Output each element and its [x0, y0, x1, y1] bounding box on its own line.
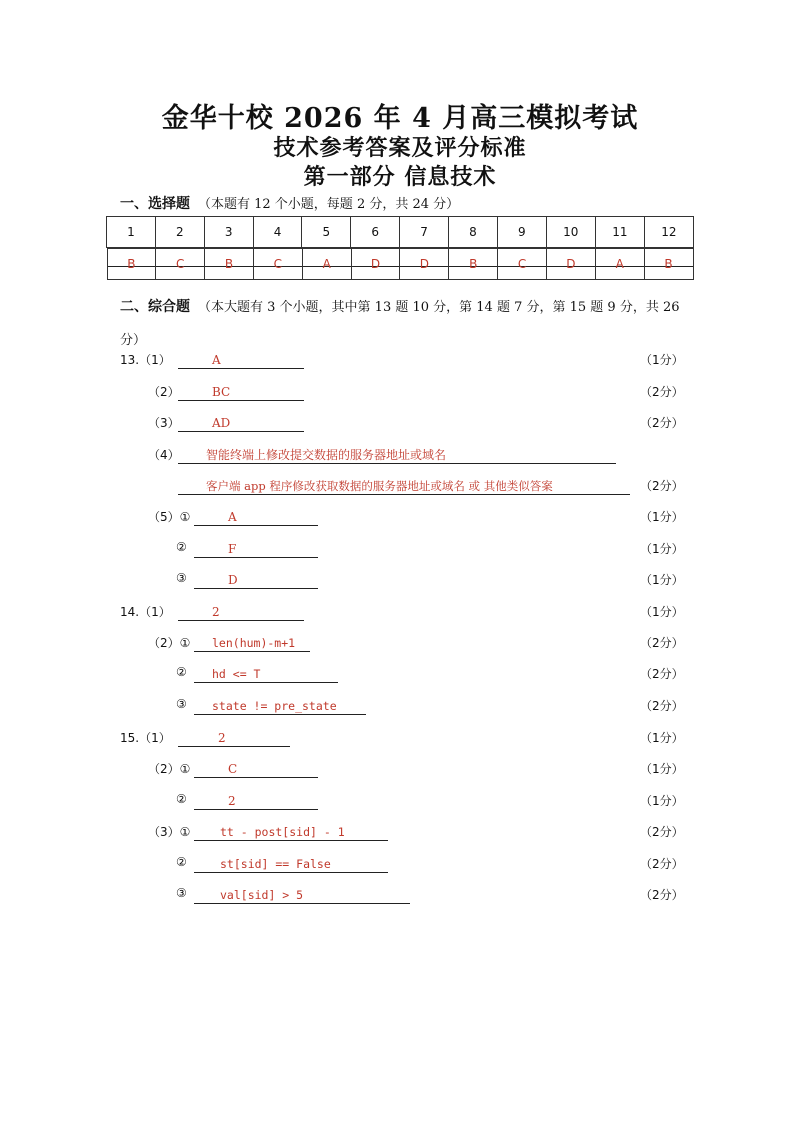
points: （2分） [640, 857, 684, 871]
question-label: （3）① [148, 825, 191, 839]
question-label: ③ [176, 886, 187, 900]
question-label: 13.（1） [120, 353, 171, 367]
section-2-heading [120, 291, 680, 357]
question-number: 4 [253, 217, 302, 248]
question-number: 1 [107, 217, 156, 248]
answer-blank: hd <= T [194, 665, 338, 683]
answer-line [0, 508, 800, 530]
section-1-note: （本题有 12 个小题，每题 2 分，共 24 分） [198, 197, 460, 212]
answer-cell: C [253, 249, 302, 280]
section-2-note: （本大题有 3 个小题，其中第 13 题 10 分，第 14 题 7 分，第 15 题 9 分，共 26 分） [120, 300, 680, 348]
exam-title: 金华十校 2026 年 4 月高三模拟考试 [161, 103, 639, 134]
answer-blank: tt - post[sid] - 1 [194, 823, 388, 841]
answer-blank: len(hum)-m+1 [194, 634, 310, 652]
answer-line [0, 414, 800, 436]
points: （1分） [640, 542, 684, 556]
answer-line [0, 729, 800, 751]
points: （1分） [640, 605, 684, 619]
answer-cell: B [205, 249, 254, 280]
answer-line [0, 571, 800, 593]
question-label: 14.（1） [120, 605, 171, 619]
answer-line [0, 855, 800, 877]
answer-row [107, 248, 694, 267]
points: （2分） [640, 888, 684, 902]
question-number: 8 [449, 217, 498, 248]
answer-blank: A [194, 508, 318, 526]
answer-blank: 2 [178, 603, 304, 621]
points: （1分） [640, 510, 684, 524]
answer-blank: AD [178, 414, 304, 432]
points: （1分） [640, 731, 684, 745]
points: （1分） [640, 573, 684, 587]
answer-line [0, 697, 800, 719]
answer-cell: A [302, 249, 351, 280]
points: （2分） [640, 636, 684, 650]
question-label: ③ [176, 697, 187, 711]
answer-blank: state != pre_state [194, 697, 366, 715]
answer-cell: C [498, 249, 547, 280]
answer-blank: 2 [178, 729, 290, 747]
points: （2分） [640, 479, 684, 493]
multiple-choice-table [106, 216, 694, 271]
section-1-heading [120, 193, 459, 213]
answer-line [0, 540, 800, 562]
question-label: （2）① [148, 636, 191, 650]
answer-blank: F [194, 540, 318, 558]
question-number: 5 [302, 217, 351, 248]
answer-line [0, 634, 800, 656]
answer-cell: B [644, 249, 693, 280]
answer-blank: A [178, 351, 304, 369]
question-label: ② [176, 540, 187, 554]
question-label: ② [176, 665, 187, 679]
section-1-label: 一、选择题 [120, 196, 190, 212]
points: （2分） [640, 699, 684, 713]
question-number-row [107, 217, 694, 248]
points: （2分） [640, 416, 684, 430]
answer-blank: 2 [194, 792, 318, 810]
answer-line [0, 665, 800, 687]
points: （1分） [640, 762, 684, 776]
question-label: 15.（1） [120, 731, 171, 745]
answer-blank: 客户端 app 程序修改获取数据的服务器地址或域名 或 其他类似答案 [178, 477, 630, 495]
points: （2分） [640, 385, 684, 399]
question-number: 6 [351, 217, 400, 248]
answer-blank: C [194, 760, 318, 778]
question-label: ③ [176, 571, 187, 585]
answer-blank: 智能终端上修改提交数据的服务器地址或域名 [178, 446, 616, 464]
answer-line [0, 603, 800, 625]
question-number: 10 [546, 217, 595, 248]
answer-line [0, 477, 800, 499]
answer-line [0, 351, 800, 373]
answer-line [0, 383, 800, 405]
question-number: 2 [155, 217, 204, 248]
answer-blank: val[sid] > 5 [194, 886, 410, 904]
part-title: 第一部分 信息技术 [303, 164, 497, 190]
question-label: （2）① [148, 762, 191, 776]
question-number: 12 [644, 217, 693, 248]
answer-blank: st[sid] == False [194, 855, 388, 873]
points: （1分） [640, 794, 684, 808]
question-label: （4） [148, 448, 180, 462]
question-number: 11 [595, 217, 644, 248]
answer-cell: D [546, 249, 595, 280]
question-label: （3） [148, 416, 180, 430]
answer-line [0, 792, 800, 814]
answer-blank: BC [178, 383, 304, 401]
points: （1分） [640, 353, 684, 367]
points: （2分） [640, 667, 684, 681]
answer-cell: B [449, 249, 498, 280]
answer-blank: D [194, 571, 318, 589]
points: （2分） [640, 825, 684, 839]
answer-cell: C [156, 249, 205, 280]
question-label: （2） [148, 385, 180, 399]
exam-subtitle: 技术参考答案及评分标准 [273, 135, 527, 161]
answer-cell: B [107, 249, 156, 280]
question-label: ② [176, 792, 187, 806]
question-number: 7 [400, 217, 449, 248]
answer-line [0, 760, 800, 782]
question-label: ② [176, 855, 187, 869]
question-number: 9 [497, 217, 546, 248]
answer-line [0, 446, 800, 468]
question-number: 3 [204, 217, 253, 248]
section-2-label: 二、综合题 [120, 299, 190, 315]
answer-line [0, 823, 800, 845]
answer-cell: D [400, 249, 449, 280]
answer-cell: A [595, 249, 644, 280]
question-label: （5）① [148, 510, 191, 524]
answer-line [0, 886, 800, 908]
answer-cell: D [351, 249, 400, 280]
